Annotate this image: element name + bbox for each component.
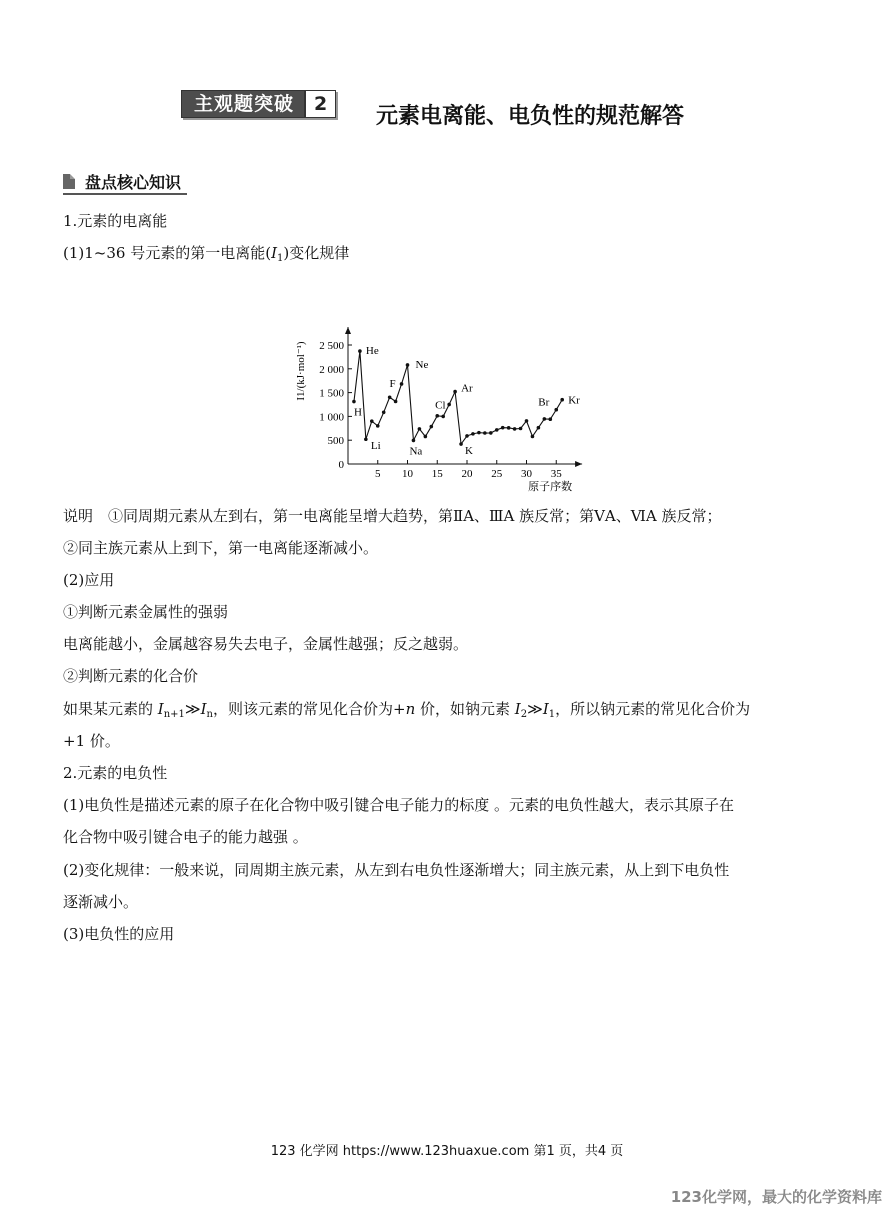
app2-sym3: I <box>514 700 521 718</box>
app2-text-line-1 <box>63 699 750 725</box>
s1-p1 <box>63 243 349 269</box>
x-tick-label: 30 <box>521 468 532 480</box>
point-label-na: Na <box>409 445 423 458</box>
app2-sub2: n <box>206 709 213 720</box>
data-point <box>519 427 523 431</box>
s2-p3: (3)电负性的应用 <box>63 925 175 943</box>
data-point <box>376 424 380 428</box>
app-title: (2)应用 <box>63 571 115 589</box>
section-heading <box>63 169 187 195</box>
data-point <box>447 403 451 407</box>
point-label-f: F <box>389 377 396 390</box>
page-footer: 123 化学网 https://www.123huaxue.com 第1 页，共4 页 <box>270 1144 624 1159</box>
chart-series <box>352 349 564 446</box>
app2-gg1: ≫ <box>184 700 201 718</box>
point-label-k: K <box>465 445 474 458</box>
point-label-li: Li <box>370 440 381 453</box>
data-point <box>418 427 422 431</box>
data-point <box>358 349 362 353</box>
app1-text: 电离能越小，金属越容易失去电子，金属性越强；反之越弱。 <box>63 635 469 653</box>
x-tick-label: 25 <box>491 468 503 480</box>
data-point <box>549 417 553 421</box>
data-point <box>483 431 487 435</box>
data-point <box>525 419 529 423</box>
x-tick-label: 10 <box>402 468 413 480</box>
ionization-energy-chart <box>290 278 600 496</box>
y-axis-arrow <box>345 327 351 334</box>
data-point <box>543 417 547 421</box>
note-line-2: ②同主族元素从上到下，第一电离能逐渐减小。 <box>63 539 379 557</box>
app2-sub3: 2 <box>520 709 528 720</box>
app2-sub1: n+1 <box>163 709 185 720</box>
app2-sub4: 1 <box>548 709 556 720</box>
data-point <box>507 426 511 430</box>
data-point <box>531 435 535 439</box>
data-point <box>453 390 457 394</box>
data-point <box>400 382 404 386</box>
chart-ylabel: I1/(kJ·mol⁻¹) <box>295 341 307 401</box>
app2-sym2: I <box>200 700 207 718</box>
s1-p1-suffix: )变化规律 <box>283 244 350 262</box>
app2-a: 如果某元素的 <box>63 700 158 718</box>
point-label-kr: Kr <box>568 394 580 407</box>
x-tick-label: 15 <box>431 468 443 480</box>
data-point <box>382 411 386 415</box>
note-line-1: 说明 ①同周期元素从左到右，第一电离能呈增大趋势，第ⅡA、ⅢA 族反常；第ⅤA、ⅥA 族反常； <box>63 507 722 525</box>
data-point <box>489 431 493 435</box>
data-point <box>424 435 428 439</box>
x-axis-arrow <box>575 461 582 467</box>
badge-label: 主观题突破 <box>182 91 304 117</box>
app2-n: n <box>405 700 416 718</box>
data-point <box>388 395 392 399</box>
y-tick-label: 1 000 <box>319 411 344 424</box>
point-label-ne: Ne <box>415 358 429 371</box>
chart-xlabel: 原子序数 <box>528 481 573 493</box>
point-label-he: He <box>365 345 379 358</box>
data-point <box>477 431 481 435</box>
badge-number: 2 <box>304 91 335 117</box>
topic-badge <box>181 90 336 118</box>
data-point <box>513 427 517 431</box>
data-point <box>537 426 541 430</box>
s1-p1-sym: I <box>271 244 278 262</box>
s2-p2-line-2: 逐渐减小。 <box>63 893 139 911</box>
site-watermark: 123化学网，最大的化学资料库 <box>670 1188 882 1206</box>
x-tick-label: 35 <box>550 468 562 480</box>
point-label-h: H <box>353 406 362 419</box>
y-tick-label: 500 <box>327 435 344 448</box>
section-heading-text: 盘点核心知识 <box>85 172 182 192</box>
app2-d: ，所以钠元素的常见化合价为 <box>555 700 751 718</box>
data-point <box>495 428 499 432</box>
page-title: 元素电离能、电负性的规范解答 <box>376 104 685 129</box>
app2-b: ，则该元素的常见化合价为+ <box>213 700 406 718</box>
x-tick-label: 20 <box>461 468 473 480</box>
data-point <box>394 400 398 404</box>
data-point <box>430 425 434 429</box>
series-line <box>354 351 562 444</box>
data-point <box>435 414 439 418</box>
x-tick-label: 5 <box>375 468 381 480</box>
app1-title: ①判断元素金属性的强弱 <box>63 603 229 621</box>
y-tick-label: 2 500 <box>319 340 344 352</box>
data-point <box>441 415 445 419</box>
data-point <box>370 419 374 423</box>
data-point <box>471 432 475 436</box>
data-point <box>459 442 463 446</box>
data-point <box>501 426 505 430</box>
data-point <box>560 398 564 402</box>
point-label-ar: Ar <box>461 382 473 395</box>
app2-sym1: I <box>157 700 164 718</box>
s1-p1-sub: 1 <box>277 253 284 264</box>
data-point <box>364 437 368 441</box>
app2-sym4: I <box>542 700 549 718</box>
s2-title: 2.元素的电负性 <box>63 764 168 782</box>
s2-p2-line-1: (2)变化规律：一般来说，同周期主族元素，从左到右电负性逐渐增大；同主族元素，从上到下电负性 <box>63 861 730 879</box>
y-tick-label: 0 <box>338 459 344 471</box>
app2-title: ②判断元素的化合价 <box>63 667 199 685</box>
data-point <box>554 408 558 412</box>
data-point <box>352 400 356 404</box>
app2-gg2: ≫ <box>527 700 543 718</box>
point-label-br: Br <box>538 396 550 409</box>
y-tick-label: 1 500 <box>319 387 344 400</box>
app2-c: 价，如钠元素 <box>415 700 515 718</box>
data-point <box>465 434 469 438</box>
s1-p1-prefix: (1)1~36 号元素的第一电离能( <box>63 244 272 262</box>
app2-text-line-2: +1 价。 <box>63 732 120 750</box>
document-icon <box>63 174 75 189</box>
s2-p1-line-1: (1)电负性是描述元素的原子在化合物中吸引键合电子能力的标度 。元素的电负性越大，表示其原子在 <box>63 796 735 814</box>
s2-p1-line-2: 化合物中吸引键合电子的能力越强 。 <box>63 828 308 846</box>
s1-title: 1.元素的电离能 <box>63 212 168 230</box>
data-point <box>412 439 416 443</box>
point-label-cl: Cl <box>435 399 446 412</box>
y-tick-label: 2 000 <box>319 363 344 376</box>
data-point <box>406 363 410 367</box>
